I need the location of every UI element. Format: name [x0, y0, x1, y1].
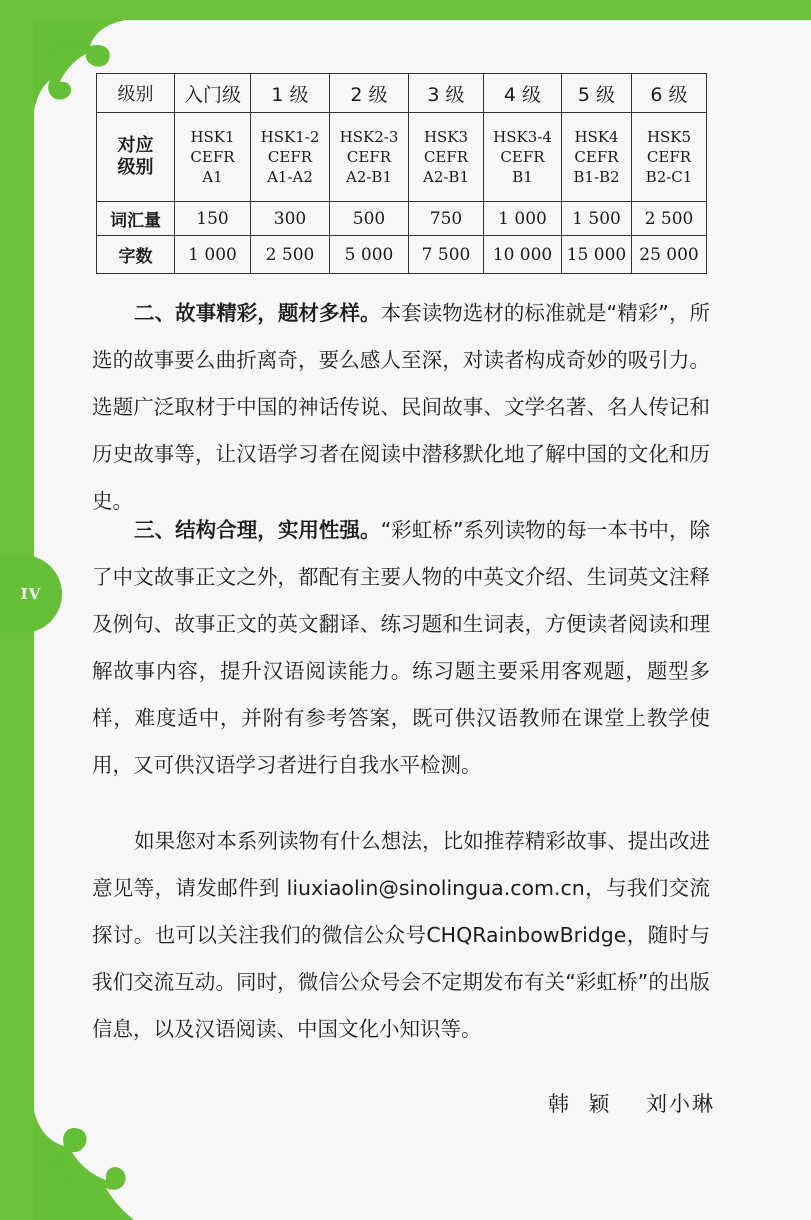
paragraph-text: 如果您对本系列读物有什么想法，比如推荐精彩故事、提出改进意见等，请发邮件到 liuxiaolin@sinolingua.com.cn，与我们交流探讨。也可以关注我们的微信公众号CHQRainbowBridge，随时与我们交流互动。同时，微信公众号会不定期发布有关“彩虹桥”的出版信息，以及汉语阅读、中国文化小知识等。 — [92, 829, 710, 1041]
table-cell: 300 — [251, 202, 330, 236]
table-cell: 1 500 — [562, 202, 632, 236]
table-cell: 500 — [330, 202, 409, 236]
table-cell: 2 500 — [632, 202, 707, 236]
row-label-cell: 字数 — [97, 236, 175, 274]
table-cell: HSK3-4 CEFR B1 — [484, 113, 562, 202]
author-signature: 韩 颖 刘小琳 — [548, 1092, 716, 1116]
table-row-chars — [97, 236, 707, 274]
table-cell: HSK1 CEFR A1 — [175, 113, 251, 202]
table-header-cell: 6 级 — [632, 74, 707, 113]
paragraph-text: 本套读物选材的标准就是“精彩”，所选的故事要么曲折离奇，要么感人至深，对读者构成奇妙的吸引力。选题广泛取材于中国的神话传说、民间故事、文学名著、名人传记和历史故事等，让汉语学习者在阅读中潜移默化地了解中国的文化和历史。 — [92, 301, 710, 513]
paragraph-contact — [92, 818, 710, 1053]
table-cell: 10 000 — [484, 236, 562, 274]
row-label-cell: 词汇量 — [97, 202, 175, 236]
table-header-row — [97, 74, 707, 113]
table-header-cell: 级别 — [97, 74, 175, 113]
table-header-cell: 2 级 — [330, 74, 409, 113]
table-cell: HSK3 CEFR A2-B1 — [409, 113, 484, 202]
table-cell: HSK1-2 CEFR A1-A2 — [251, 113, 330, 202]
paragraph-heading: 三、结构合理，实用性强。 — [134, 518, 381, 542]
table-header-cell: 3 级 — [409, 74, 484, 113]
row-label-cell: 对应 级别 — [97, 113, 175, 202]
table-cell: 2 500 — [251, 236, 330, 274]
table-cell: HSK5 CEFR B2-C1 — [632, 113, 707, 202]
table-cell: 150 — [175, 202, 251, 236]
table-cell: 750 — [409, 202, 484, 236]
level-table — [96, 73, 707, 274]
cloud-ornament-icon — [34, 1110, 134, 1220]
table-cell: HSK4 CEFR B1-B2 — [562, 113, 632, 202]
paragraph-stories — [92, 290, 710, 525]
page-number: IV — [20, 585, 42, 603]
table-cell: HSK2-3 CEFR A2-B1 — [330, 113, 409, 202]
table-cell: 7 500 — [409, 236, 484, 274]
table-header-cell: 1 级 — [251, 74, 330, 113]
table-row-vocab — [97, 202, 707, 236]
table-header-cell: 入门级 — [175, 74, 251, 113]
table-cell: 1 000 — [175, 236, 251, 274]
table-cell: 15 000 — [562, 236, 632, 274]
table-cell: 1 000 — [484, 202, 562, 236]
paragraph-structure — [92, 507, 710, 789]
paragraph-text: “彩虹桥”系列读物的每一本书中，除了中文故事正文之外，都配有主要人物的中英文介绍、生词英文注释及例句、故事正文的英文翻译、练习题和生词表，方便读者阅读和理解故事内容，提升汉语阅读能力。练习题主要采用客观题，题型多样，难度适中，并附有参考答案，既可供汉语教师在课堂上教学使用，又可供汉语学习者进行自我水平检测。 — [92, 518, 710, 777]
table-cell: 5 000 — [330, 236, 409, 274]
table-header-cell: 4 级 — [484, 74, 562, 113]
paragraph-heading: 二、故事精彩，题材多样。 — [134, 301, 381, 325]
table-row-mapping — [97, 113, 707, 202]
table-header-cell: 5 级 — [562, 74, 632, 113]
table-cell: 25 000 — [632, 236, 707, 274]
